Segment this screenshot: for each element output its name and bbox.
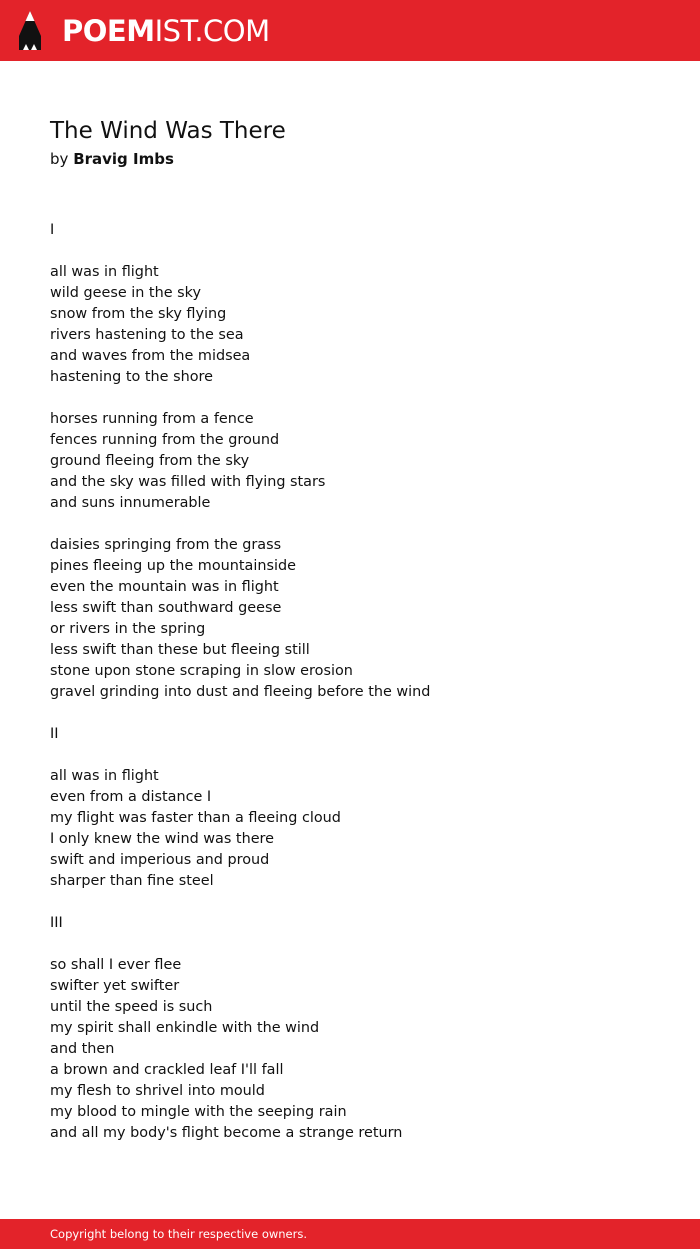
poem-line: snow from the sky flying [50,306,227,322]
poem-line: II [50,726,59,742]
poem-line: sharper than fine steel [50,873,214,889]
logo-wordmark: POEMIST.COM [62,14,270,48]
poem-line: gravel grinding into dust and fleeing before the wind [50,684,431,700]
poem-line: swift and imperious and proud [50,852,270,868]
poem-line: stone upon stone scraping in slow erosion [50,663,353,679]
poem-line: all was in flight [50,768,159,784]
poem-line: so shall I ever flee [50,957,182,973]
poem-stanza [50,220,670,241]
poem-line: less swift than southward geese [50,600,282,616]
poem-line: fences running from the ground [50,432,280,448]
poem-line: hastening to the shore [50,369,213,385]
poem-line: even from a distance I [50,789,212,805]
author-name: Bravig Imbs [73,150,174,168]
poem-article [50,114,670,1165]
poem-line: daisies springing from the grass [50,537,282,553]
poem-line: and waves from the midsea [50,348,251,364]
site-footer [0,1219,700,1249]
poem-line: ground fleeing from the sky [50,453,250,469]
copyright-text: Copyright belong to their respective owners. [50,1227,308,1241]
poem-stanza [50,913,670,934]
poem-line: III [50,915,63,931]
poem-line: pines fleeing up the mountainside [50,558,296,574]
poem-line: I [50,222,55,238]
poem-line: my flight was faster than a fleeing cloud [50,810,341,826]
poem-stanza [50,409,670,514]
poem-line: or rivers in the spring [50,621,206,637]
poem-line: horses running from a fence [50,411,254,427]
poem-line: and the sky was filled with flying stars [50,474,326,490]
poem-line: rivers hastening to the sea [50,327,244,343]
site-logo-link[interactable] [17,10,270,52]
poem-stanza [50,535,670,703]
poem-line: wild geese in the sky [50,285,201,301]
poem-line: and suns innumerable [50,495,211,511]
poem-line: I only knew the wind was there [50,831,275,847]
pencil-icon [17,10,43,52]
poem-line: swifter yet swifter [50,978,180,994]
poem-line: and then [50,1041,115,1057]
poem-stanza [50,724,670,745]
poem-stanza [50,955,670,1144]
poem-line: and all my body's flight become a strange return [50,1125,403,1141]
site-header [0,0,700,61]
poem-stanza [50,766,670,892]
by-label: by [50,150,69,168]
poem-line: a brown and crackled leaf I'll fall [50,1062,284,1078]
poem-title: The Wind Was There [50,118,286,144]
byline [50,148,670,170]
poem-line: all was in flight [50,264,159,280]
poem-line: my flesh to shrivel into mould [50,1083,265,1099]
poem-line: my spirit shall enkindle with the wind [50,1020,320,1036]
poem-line: even the mountain was in flight [50,579,279,595]
poem-line: my blood to mingle with the seeping rain [50,1104,347,1120]
poem-line: less swift than these but fleeing still [50,642,310,658]
poem-body [50,220,670,1144]
poem-stanza [50,262,670,388]
poem-line: until the speed is such [50,999,213,1015]
